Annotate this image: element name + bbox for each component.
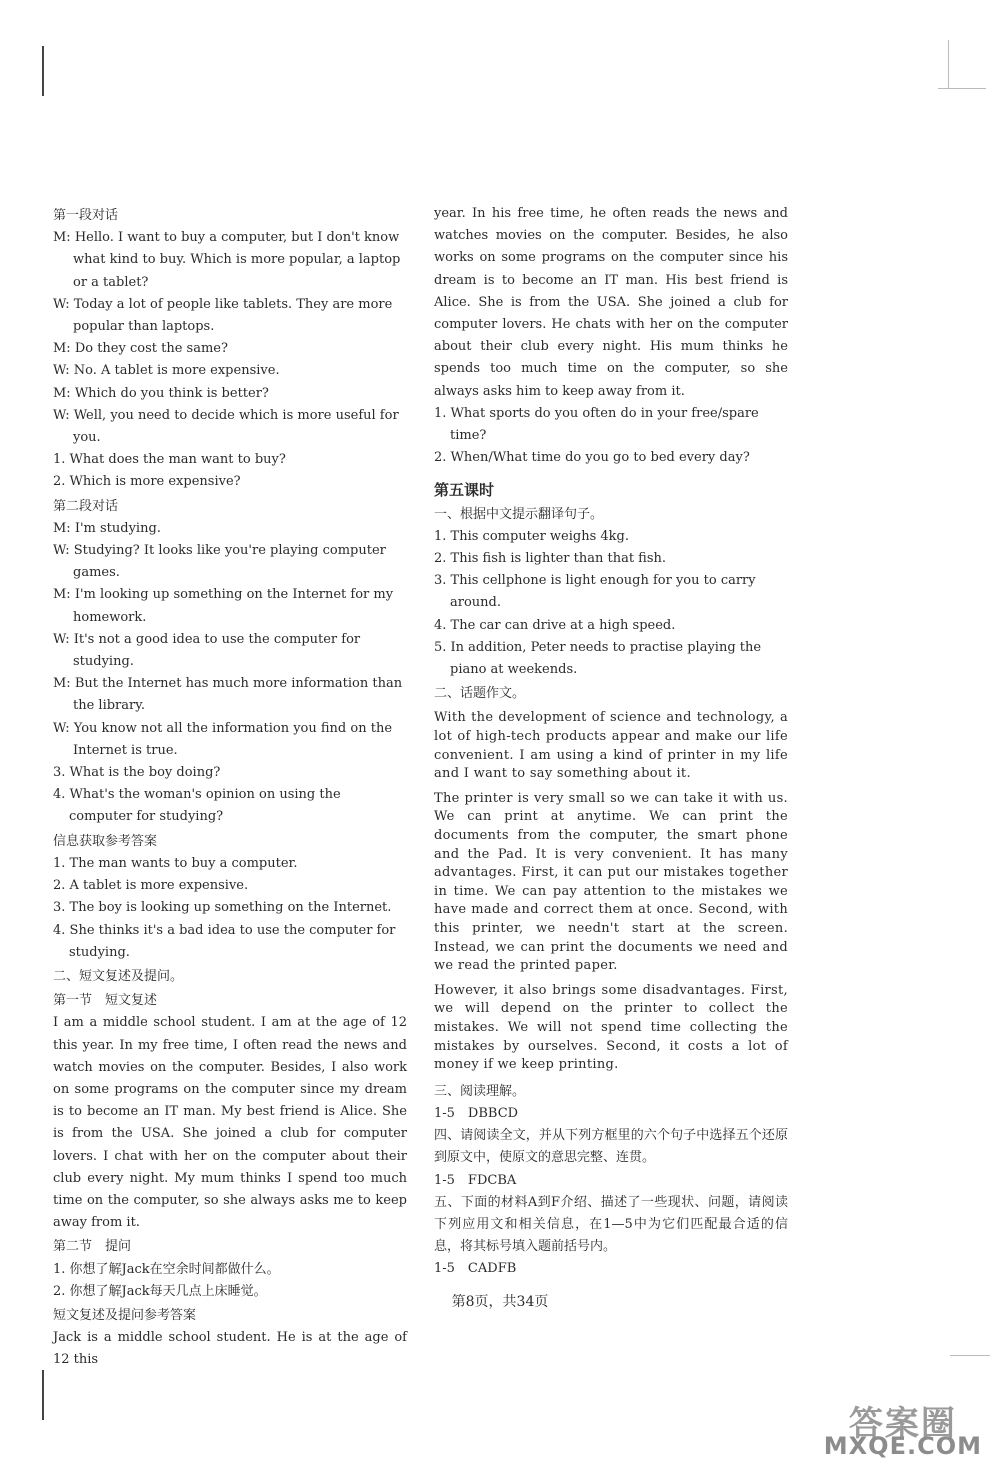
right-text-line: 五、下面的材料A到F介绍、描述了一些现状、问题，请阅读下列应用文和相关信息，在1—5中为它们匹配最合适的信息，将其标号填入题前括号内。 xyxy=(434,1194,788,1255)
left-section-label: 二、短文复述及提问。 xyxy=(53,968,184,984)
left-text-line: 4. What's the woman's opinion on using the computer for studying? xyxy=(53,787,341,825)
right-text-line: 2. This fish is lighter than that fish. xyxy=(434,551,667,567)
left-text-line: 2. Which is more expensive? xyxy=(53,474,241,490)
left-text-line: W: Studying? It looks like you're playing computer games. xyxy=(53,543,386,581)
right-text-line: The printer is very small so we can take it with us. We can print at anytime. We can print the documents from the computer, the smart phone and the Pad. It is very convenient. It has many advantages. First, it can put our mistakes together in time. We can pay attention to the mistakes we have made and correct them at once. Second, with this printer, we needn't start at the screen. Instead, we can print the documents we need and we read the printed paper. xyxy=(434,790,788,974)
crop-mark-bottom-left xyxy=(42,1370,44,1420)
left-text-line: M: Which do you think is better? xyxy=(53,385,269,401)
right-section-label: 一、根据中文提示翻译句子。 xyxy=(434,506,604,522)
left-text-line: W: You know not all the information you find on the Internet is true. xyxy=(53,720,393,758)
left-text-line: 4. She thinks it's a bad idea to use the computer for studying. xyxy=(53,922,396,960)
crop-mark-top-left xyxy=(42,46,44,96)
left-column xyxy=(53,203,407,1372)
right-text-line: 1-5 CADFB xyxy=(434,1261,517,1277)
left-text-line: I am a middle school student. I am at the age of 12 this year. In my free time, I often read the news and watch movies on the computer. Besides, I also work on some programs on the computer since my dream is to become an IT man. My best friend is Alice. She is from the USA. She joined a club for computer lovers. I chat with her on the computer about their club every night. My mum thinks I spend too much time on the computer, so she always asks me to keep away from it. xyxy=(53,1015,407,1231)
left-section-label: 第一节 短文复述 xyxy=(53,993,158,1009)
left-text-line: M: I'm studying. xyxy=(53,520,161,536)
left-text-line: 1. 你想了解Jack在空余时间都做什么。 xyxy=(53,1261,280,1277)
page-number: 第8页，共34页 xyxy=(451,1294,549,1310)
left-text-line: 2. A tablet is more expensive. xyxy=(53,878,249,894)
left-text-line: 1. The man wants to buy a computer. xyxy=(53,855,298,871)
watermark-logo: 答案圈 xyxy=(848,1403,957,1444)
watermark xyxy=(823,1403,982,1460)
right-text-line: 3. This cellphone is light enough for you to carry around. xyxy=(434,573,756,611)
left-text-line: W: Well, you need to decide which is more useful for you. xyxy=(53,407,399,446)
left-text-line: M: Hello. I want to buy a computer, but I don't know what kind to buy. Which is more popular, a laptop or a tablet? xyxy=(53,230,401,290)
left-text-line: M: But the Internet has much more information than the library. xyxy=(53,676,403,714)
left-text-line: W: It's not a good idea to use the computer for studying. xyxy=(53,631,361,670)
right-text-line: However, it also brings some disadvantages. First, we will depend on the printer to collect the mistakes. We will not spend time collecting the mistakes by ourselves. Second, it costs a lot of money if we keep printing. xyxy=(434,982,788,1073)
crop-mark-bottom-right xyxy=(950,1355,990,1356)
right-text-line: 4. The car can drive at a high speed. xyxy=(434,617,676,633)
left-section-label: 第一段对话 xyxy=(53,208,119,223)
right-text-line: 1-5 DBBCD xyxy=(434,1105,519,1121)
watermark-url: MXQE.COM xyxy=(823,1431,982,1460)
left-text-line: 2. 你想了解Jack每天几点上床睡觉。 xyxy=(53,1283,267,1299)
left-section-label: 信息获取参考答案 xyxy=(53,833,158,849)
right-text-line: 四、请阅读全文，并从下列方框里的六个句子中选择五个还原到原文中，使原文的意思完整、连贯。 xyxy=(434,1128,788,1166)
right-column xyxy=(434,203,788,1281)
right-section-label: 三、阅读理解。 xyxy=(434,1083,526,1099)
left-text-line: M: Do they cost the same? xyxy=(53,341,228,357)
left-text-line: W: Today a lot of people like tablets. They are more popular than laptops. xyxy=(53,296,393,335)
right-text-line: 1. This computer weighs 4kg. xyxy=(434,528,630,544)
right-text-line: 2. When/What time do you go to bed every day? xyxy=(434,450,750,466)
left-text-line: 3. The boy is looking up something on the Internet. xyxy=(53,900,392,916)
left-text-line: Jack is a middle school student. He is at the age of 12 this xyxy=(53,1330,407,1368)
left-section-label: 短文复述及提问参考答案 xyxy=(53,1307,197,1323)
right-text-line: 5. In addition, Peter needs to practise playing the piano at weekends. xyxy=(434,639,762,678)
right-section-label: 二、话题作文。 xyxy=(434,686,526,702)
right-text-line: With the development of science and technology, a lot of high-tech products appear and make our life convenient. I am using a kind of printer in my life and I want to say something about it. xyxy=(434,710,788,782)
right-text-line: year. In his free time, he often reads the news and watches movies on the computer. Besides, he also works on some programs on the computer since his dream is to become an IT man. His best friend is Alice. She is from the USA. She joined a club for computer lovers. He chats with her on the computer about their club every night. His mum thinks he spends too much time on the computer, so she always asks him to keep away from it. xyxy=(434,206,788,399)
crop-mark-top-right-h xyxy=(938,88,986,89)
left-section-label: 第二段对话 xyxy=(53,498,119,514)
right-text-line: 1. What sports do you often do in your free/spare time? xyxy=(434,405,759,444)
right-heading: 第五课时 xyxy=(434,481,495,500)
crop-mark-top-right-v xyxy=(948,40,949,88)
left-section-label: 第二节 提问 xyxy=(53,1239,132,1255)
left-text-line: 3. What is the boy doing? xyxy=(53,765,221,781)
left-text-line: M: I'm looking up something on the Internet for my homework. xyxy=(53,587,394,625)
right-text-line: 1-5 FDCBA xyxy=(434,1172,517,1188)
left-text-line: 1. What does the man want to buy? xyxy=(53,452,286,468)
left-text-line: W: No. A tablet is more expensive. xyxy=(53,363,280,379)
